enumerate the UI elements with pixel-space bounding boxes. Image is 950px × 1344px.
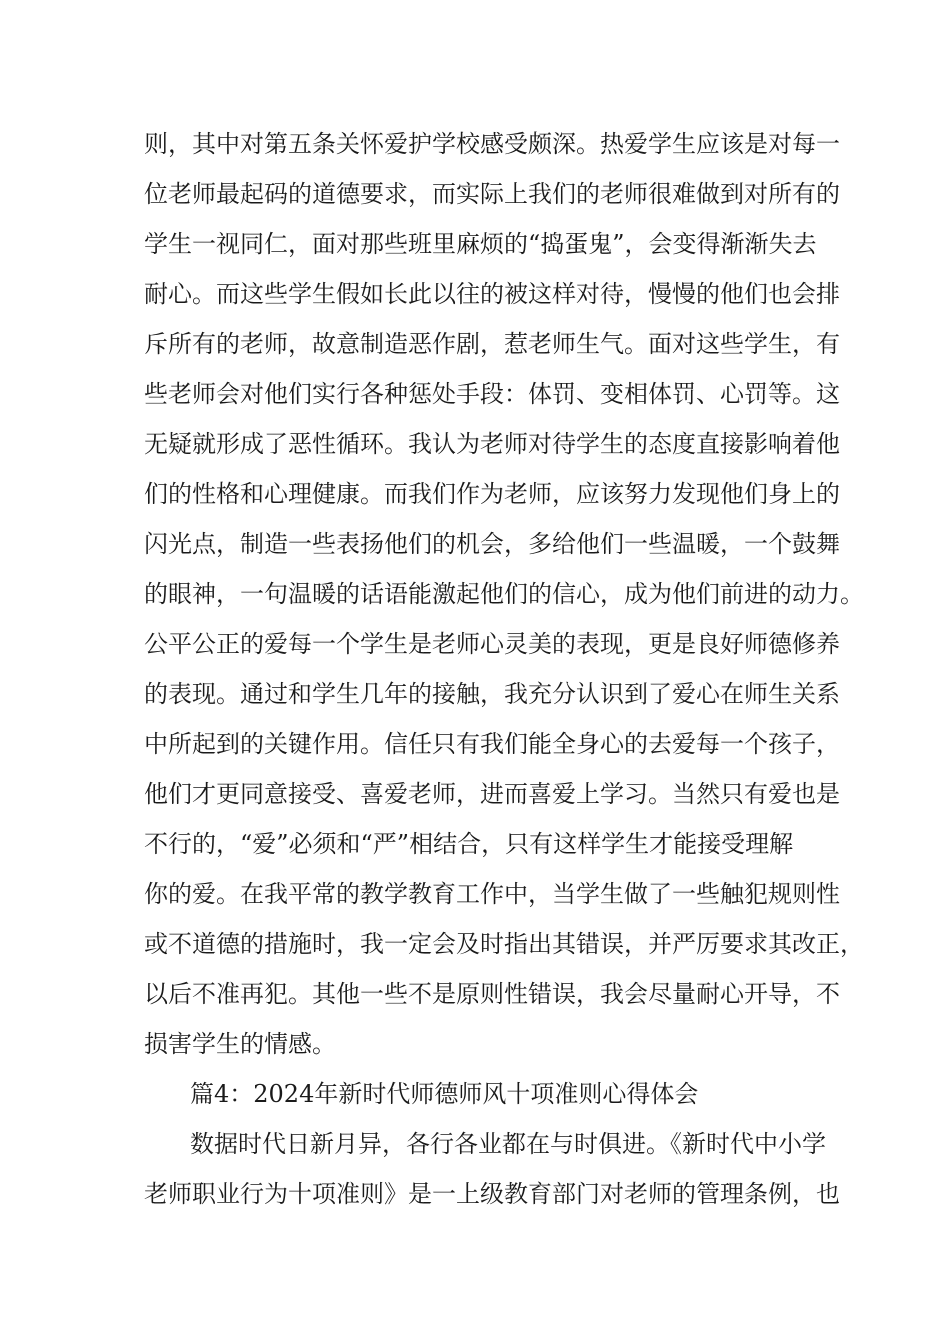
- paragraph-line: 不行的，“爱”必须和“严”相结合，只有这样学生才能接受理解: [144, 830, 794, 858]
- paragraph-line: 则，其中对第五条关怀爱护学校感受颇深。热爱学生应该是对每一: [144, 130, 840, 158]
- paragraph-line: 闪光点，制造一些表扬他们的机会，多给他们一些温暖，一个鼓舞: [144, 530, 840, 558]
- paragraph-line: 数据时代日新月异，各行各业都在与时俱进。《新时代中小学: [190, 1130, 826, 1158]
- paragraph-line: 的表现。通过和学生几年的接触，我充分认识到了爱心在师生关系: [144, 680, 840, 708]
- paragraph-line: 位老师最起码的道德要求，而实际上我们的老师很难做到对所有的: [144, 180, 840, 208]
- paragraph-line: 中所起到的关键作用。信任只有我们能全身心的去爱每一个孩子，: [144, 730, 840, 758]
- paragraph-line: 学生一视同仁，面对那些班里麻烦的“捣蛋鬼”，会变得渐渐失去: [144, 230, 817, 258]
- paragraph-line: 无疑就形成了恶性循环。我认为老师对待学生的态度直接影响着他: [144, 430, 840, 458]
- paragraph-line: 损害学生的情感。: [144, 1030, 336, 1058]
- paragraph-line: 以后不准再犯。其他一些不是原则性错误，我会尽量耐心开导，不: [144, 980, 840, 1008]
- paragraph-line: 老师职业行为十项准则》是一上级教育部门对老师的管理条例，也: [144, 1180, 840, 1208]
- section-heading: 篇4：2024年新时代师德师风十项准则心得体会: [190, 1080, 699, 1108]
- paragraph-line: 的眼神，一句温暖的话语能激起他们的信心，成为他们前进的动力。: [144, 580, 864, 608]
- paragraph-line: 耐心。而这些学生假如长此以往的被这样对待，慢慢的他们也会排: [144, 280, 840, 308]
- paragraph-line: 们的性格和心理健康。而我们作为老师，应该努力发现他们身上的: [144, 480, 840, 508]
- paragraph-line: 些老师会对他们实行各种惩处手段：体罚、变相体罚、心罚等。这: [144, 380, 840, 408]
- paragraph-line: 公平公正的爱每一个学生是老师心灵美的表现，更是良好师德修养: [144, 630, 840, 658]
- document-body: [144, 128, 864, 1228]
- paragraph-line: 你的爱。在我平常的教学教育工作中，当学生做了一些触犯规则性: [144, 880, 840, 908]
- paragraph-line: 或不道德的措施时，我一定会及时指出其错误，并严厉要求其改正，: [144, 930, 864, 958]
- paragraph-line: 他们才更同意接受、喜爱老师，进而喜爱上学习。当然只有爱也是: [144, 780, 840, 808]
- paragraph-line: 斥所有的老师，故意制造恶作剧，惹老师生气。面对这些学生，有: [144, 330, 840, 358]
